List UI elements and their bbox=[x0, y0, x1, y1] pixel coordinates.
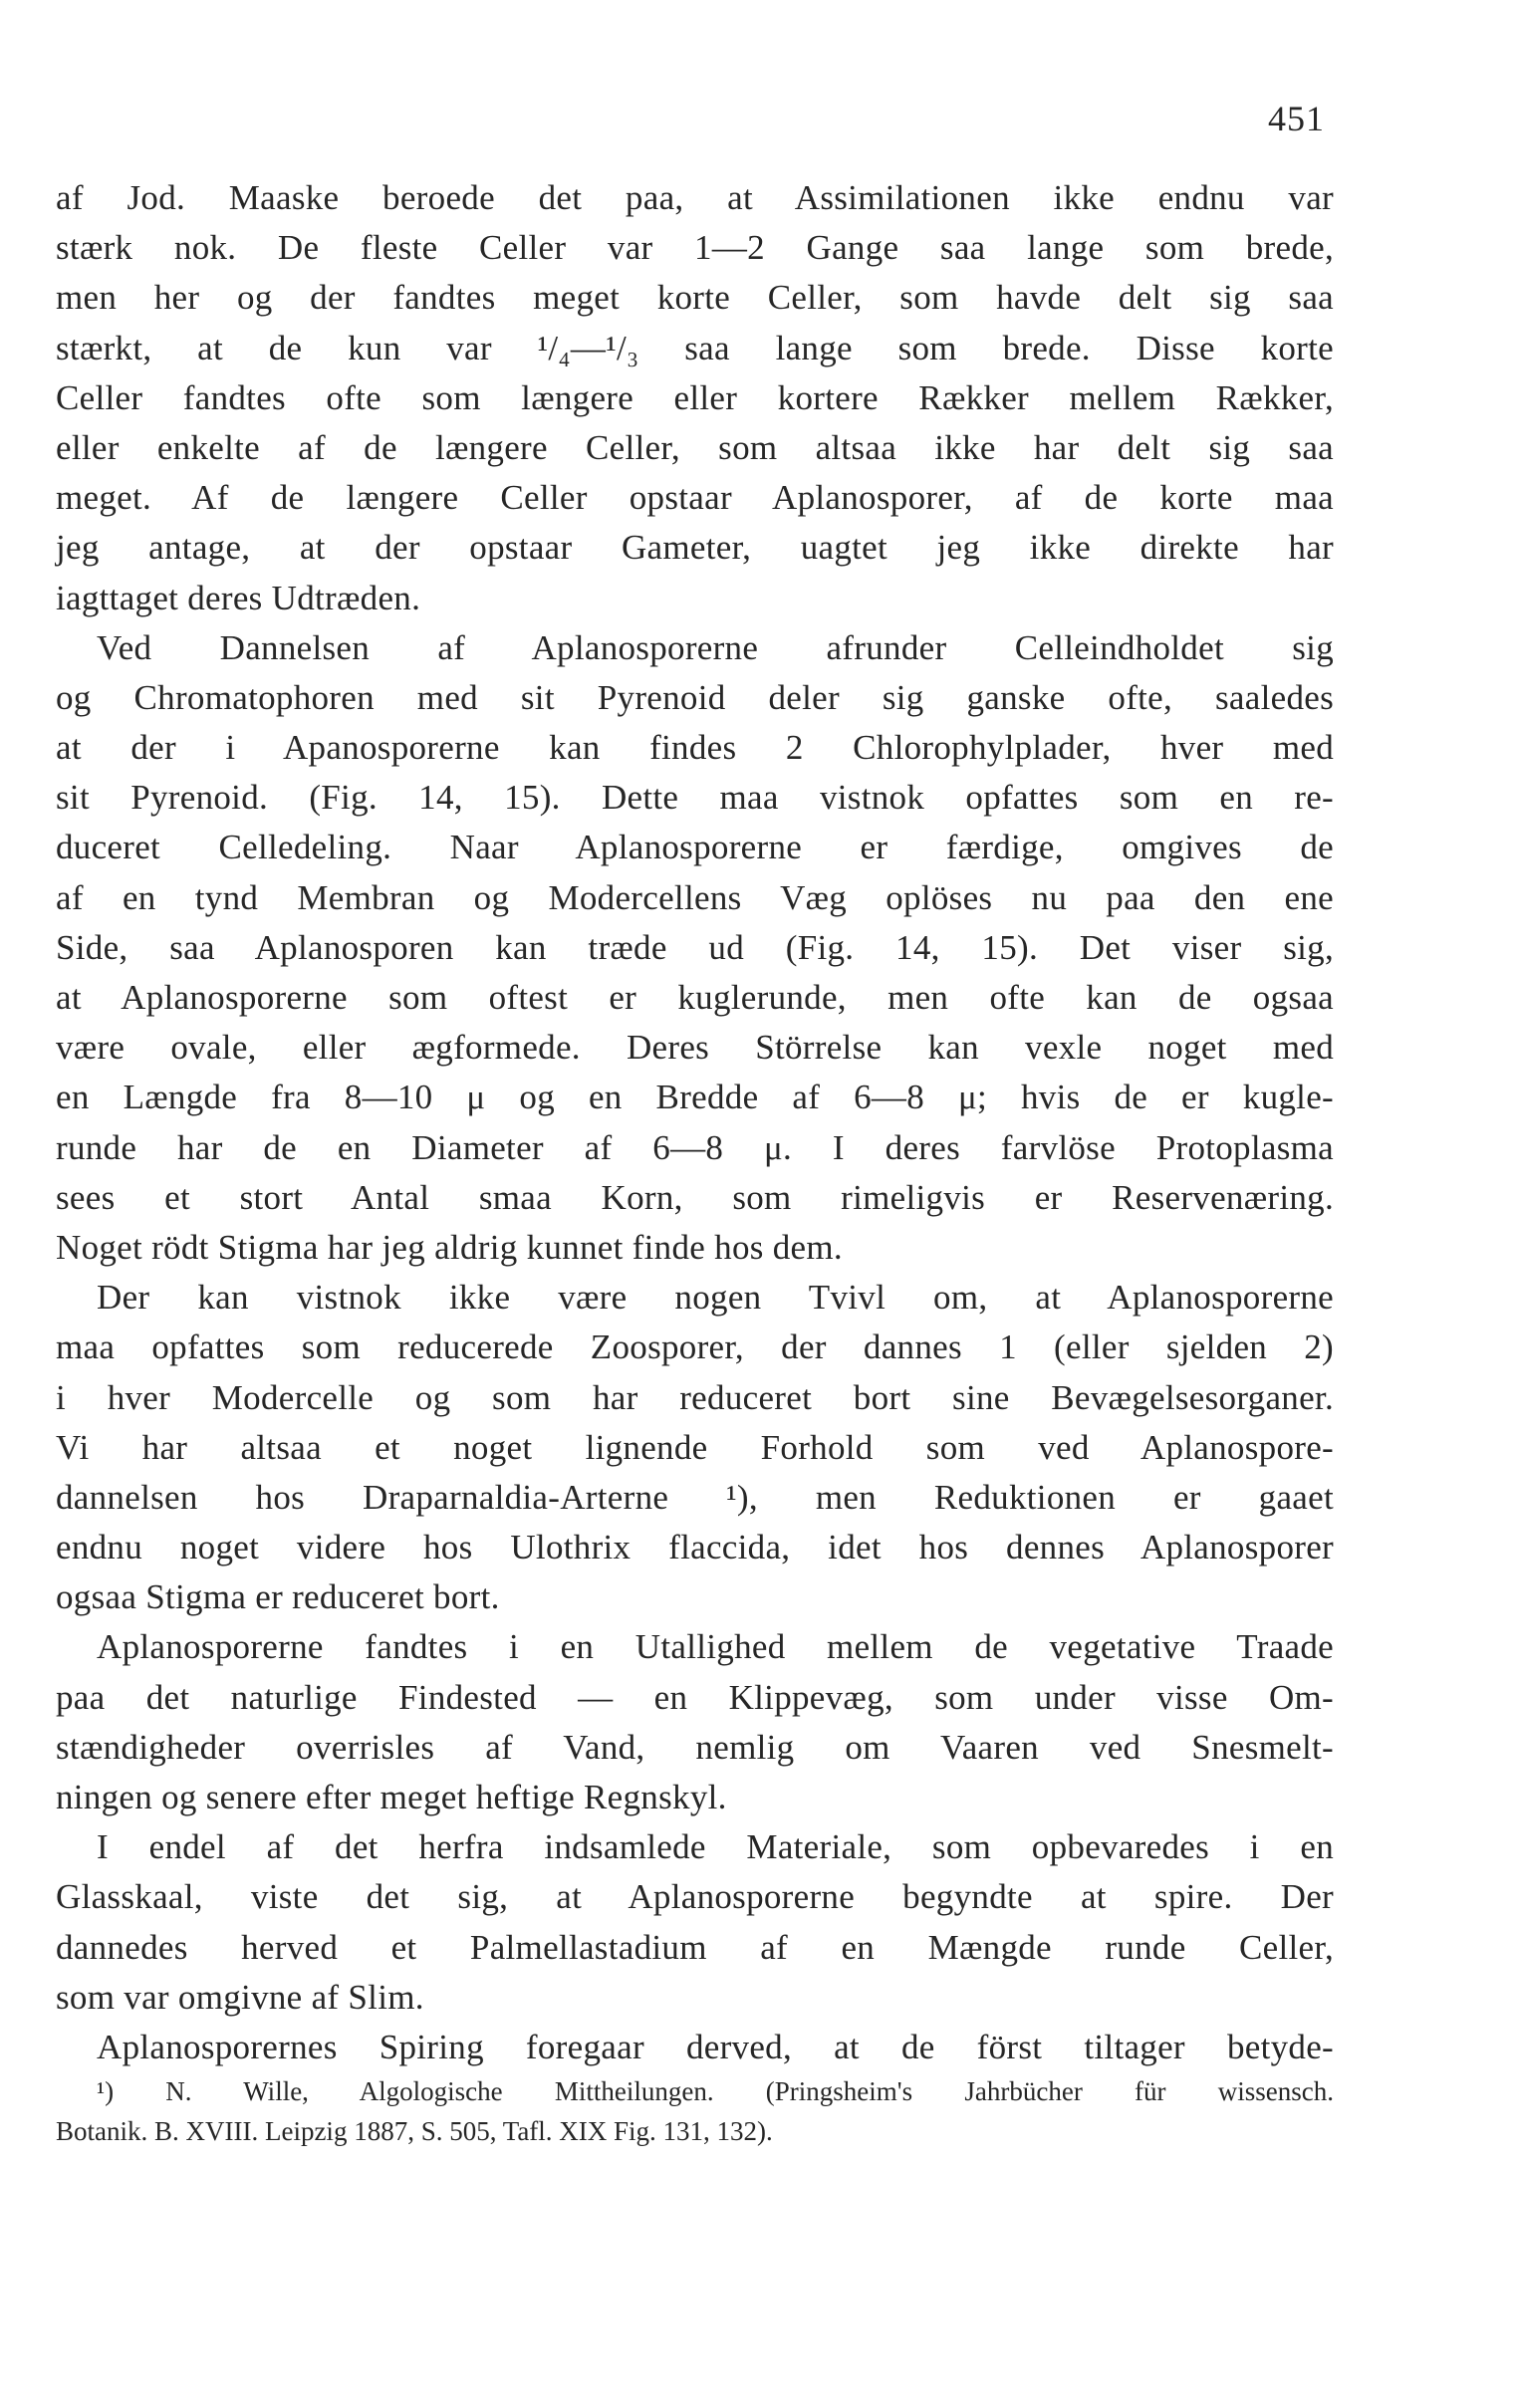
footnote-line: ¹) N. Wille, Algologische Mittheilungen. (Pringsheim's Jahrbücher für wissensch. bbox=[97, 2076, 1334, 2106]
text-line: iagttaget deres Udtræden. bbox=[56, 578, 421, 617]
text-line: ogsaa Stigma er reduceret bort. bbox=[56, 1577, 500, 1617]
text-line: en Længde fra 8—10 μ og en Bredde af 6—8 μ; hvis de er kugle- bbox=[56, 1078, 1334, 1117]
text-line: og Chromatophoren med sit Pyrenoid deler sig ganske ofte, saaledes bbox=[56, 677, 1334, 717]
text-line: Side, saa Aplanosporen kan træde ud (Fig. 14, 15). Det viser sig, bbox=[56, 927, 1334, 967]
text-line: meget. Af de længere Celler opstaar Aplanosporer, af de korte maa bbox=[56, 478, 1334, 518]
text-line: være ovale, eller ægformede. Deres Störrelse kan vexle noget med bbox=[56, 1028, 1334, 1068]
text-line: dannedes herved et Palmellastadium af en Mængde runde Celler, bbox=[56, 1927, 1334, 1967]
text-line: duceret Celledeling. Naar Aplanosporerne er færdige, omgives de bbox=[56, 828, 1334, 867]
text-line: sit Pyrenoid. (Fig. 14, 15). Dette maa vistnok opfattes som en re- bbox=[56, 778, 1334, 818]
text-line: af Jod. Maaske beroede det paa, at Assimilationen ikke endnu var bbox=[56, 178, 1334, 217]
text-line: i hver Modercelle og som har reduceret bort sine Bevægelsesorganer. bbox=[56, 1377, 1334, 1417]
footnotes bbox=[56, 2071, 1334, 2151]
text-line: at Aplanosporerne som oftest er kuglerunde, men ofte kan de ogsaa bbox=[56, 978, 1334, 1017]
text-line: af en tynd Membran og Modercellens Væg oplöses nu paa den ene bbox=[56, 877, 1334, 917]
text-line: Noget rödt Stigma har jeg aldrig kunnet finde hos dem. bbox=[56, 1227, 843, 1267]
text-line: at der i Apanosporerne kan findes 2 Chlorophylplader, hver med bbox=[56, 728, 1334, 768]
text-line: som var omgivne af Slim. bbox=[56, 1977, 424, 2017]
text-line: Aplanosporernes Spiring foregaar derved, at de först tiltager betyde- bbox=[97, 2027, 1334, 2066]
text-line: Aplanosporerne fandtes i en Utallighed mellem de vegetative Traade bbox=[97, 1627, 1334, 1667]
text-line: endnu noget videre hos Ulothrix flaccida, idet hos dennes Aplanosporer bbox=[56, 1528, 1334, 1567]
text-line: paa det naturlige Findested — en Klippevæg, som under visse Om- bbox=[56, 1677, 1334, 1717]
text-line: dannelsen hos Draparnaldia-Arterne ¹), men Reduktionen er gaaet bbox=[56, 1477, 1334, 1517]
text-line: eller enkelte af de længere Celler, som altsaa ikke har delt sig saa bbox=[56, 427, 1334, 467]
footnote-line: Botanik. B. XVIII. Leipzig 1887, S. 505, Tafl. XIX Fig. 131, 132). bbox=[56, 2116, 773, 2146]
text-line: stærkt, at de kun var ¹/₄—¹/₃ saa lange som brede. Disse korte bbox=[56, 328, 1334, 367]
text-line: runde har de en Diameter af 6—8 μ. I deres farvlöse Protoplasma bbox=[56, 1127, 1334, 1167]
text-line: ningen og senere efter meget heftige Regnskyl. bbox=[56, 1778, 727, 1816]
text-line: I endel af det herfra indsamlede Materiale, som opbevaredes i en bbox=[97, 1827, 1334, 1867]
text-line: Ved Dannelsen af Aplanosporerne afrunder Celleindholdet sig bbox=[97, 627, 1334, 667]
text-line: men her og der fandtes meget korte Celler, som havde delt sig saa bbox=[56, 278, 1334, 318]
text-line: maa opfattes som reducerede Zoosporer, der dannes 1 (eller sjelden 2) bbox=[56, 1327, 1334, 1367]
text-line: sees et stort Antal smaa Korn, som rimeligvis er Reservenæring. bbox=[56, 1177, 1334, 1217]
text-line: stændigheder overrisles af Vand, nemlig om Vaaren ved Snesmelt- bbox=[56, 1727, 1334, 1767]
text-line: Vi har altsaa et noget lignende Forhold som ved Aplanospore- bbox=[56, 1427, 1334, 1467]
text-line: jeg antage, at der opstaar Gameter, uagtet jeg ikke direkte har bbox=[56, 528, 1334, 568]
body-text bbox=[56, 173, 1334, 2072]
text-line: Glasskaal, viste det sig, at Aplanosporerne begyndte at spire. Der bbox=[56, 1877, 1334, 1917]
page-number: 451 bbox=[1268, 99, 1325, 138]
text-line: Der kan vistnok ikke være nogen Tvivl om, at Aplanosporerne bbox=[97, 1278, 1334, 1318]
text-line: stærk nok. De fleste Celler var 1—2 Gange saa lange som brede, bbox=[56, 228, 1334, 268]
text-line: Celler fandtes ofte som længere eller kortere Rækker mellem Rækker, bbox=[56, 377, 1334, 417]
